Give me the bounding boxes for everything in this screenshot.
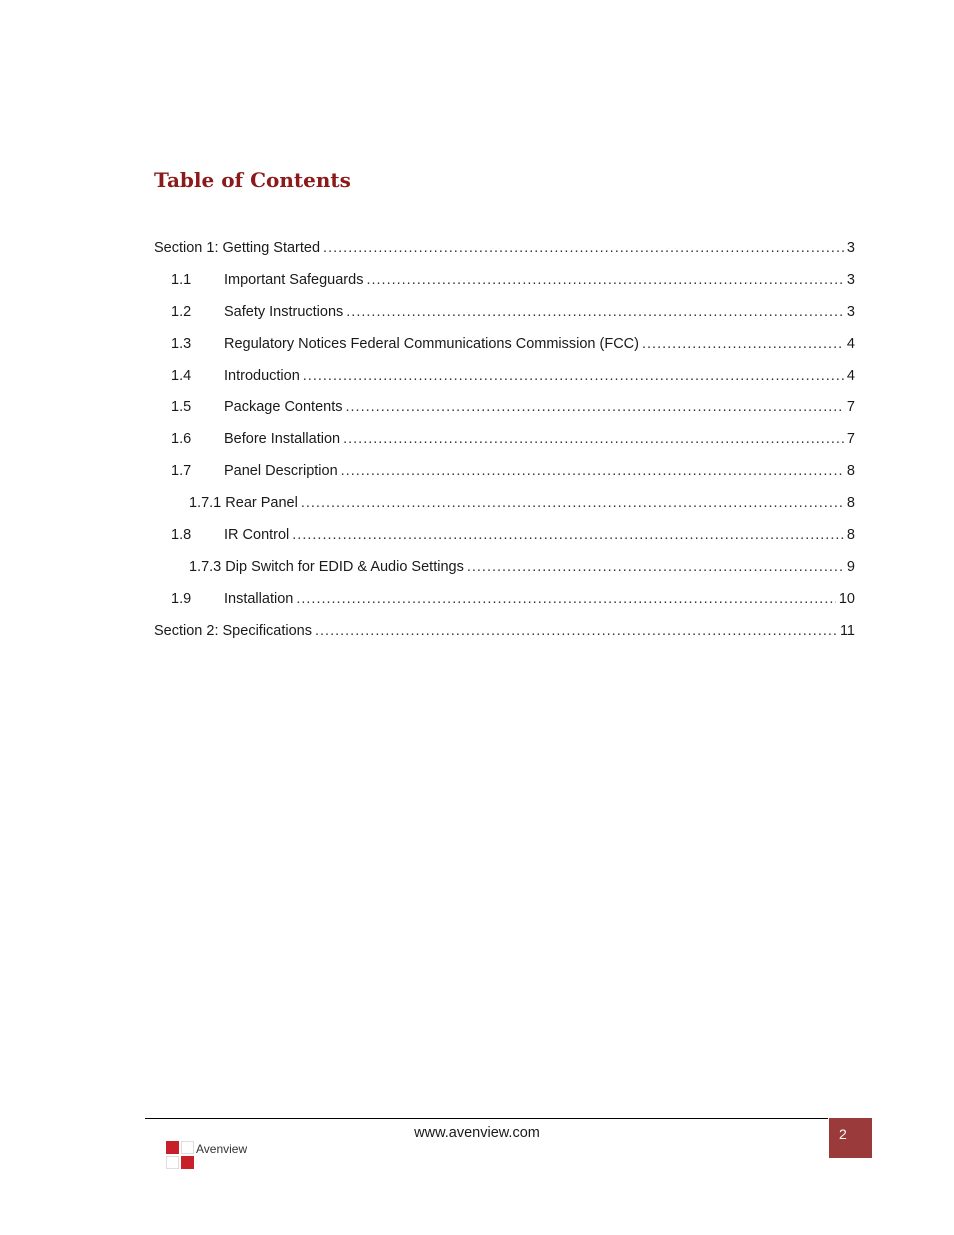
toc-entry-label: IR Control	[224, 527, 290, 544]
toc-entry-1-7[interactable]	[154, 459, 855, 491]
avenview-logo	[162, 1136, 262, 1184]
toc-entry-section-2[interactable]	[154, 619, 855, 651]
toc-entry-label: Safety Instructions	[224, 303, 344, 320]
toc-dot-leader	[301, 491, 844, 515]
toc-entry-1-3[interactable]	[154, 332, 855, 364]
toc-entry-page: 7	[846, 431, 855, 448]
toc-entry-label: Section 1: Getting Started	[154, 240, 321, 256]
toc-entry-label: Regulatory Notices Federal Communications Commission (FCC)	[224, 335, 639, 352]
toc-entry-1-7-1[interactable]	[154, 491, 855, 523]
toc-entry-label: 1.7.1 Rear Panel	[189, 495, 298, 512]
toc-dot-leader	[346, 395, 844, 419]
toc-entry-1-6[interactable]	[154, 427, 855, 459]
toc-entry-label: Installation	[224, 590, 294, 607]
toc-entry-label: Important Safeguards	[224, 271, 364, 288]
toc-dot-leader	[323, 236, 844, 260]
toc-dot-leader	[467, 555, 844, 579]
toc-entry-number: 1.9	[171, 590, 192, 607]
toc-dot-leader	[642, 332, 844, 356]
toc-entry-1-4[interactable]	[154, 364, 855, 396]
toc-entry-number: 1.2	[171, 303, 192, 320]
toc-entry-page: 8	[846, 495, 855, 512]
toc-dot-leader	[346, 300, 844, 324]
toc-entry-page: 11	[839, 622, 855, 639]
toc-dot-leader	[315, 619, 837, 643]
footer-divider	[145, 1118, 828, 1119]
toc-entry-page: 7	[846, 399, 855, 416]
toc-entry-label: Package Contents	[224, 399, 343, 416]
toc-entry-page: 9	[846, 558, 855, 575]
toc-entry-label: Introduction	[224, 367, 300, 384]
toc-entry-page: 8	[846, 527, 855, 544]
toc-entry-number: 1.1	[171, 271, 192, 288]
toc-entry-1-7-3[interactable]	[154, 555, 855, 587]
toc-entry-label: Before Installation	[224, 431, 341, 448]
toc-entry-number: 1.7	[171, 463, 192, 480]
toc-entry-page: 10	[838, 590, 855, 607]
toc-dot-leader	[303, 364, 844, 388]
toc-dot-leader	[343, 427, 844, 451]
toc-entry-section-1[interactable]	[154, 236, 855, 268]
page-number-badge: 2	[829, 1118, 872, 1158]
toc-list	[154, 236, 855, 651]
page-title: Table of Contents	[154, 168, 351, 192]
toc-entry-number: 1.4	[171, 367, 192, 384]
toc-dot-leader	[296, 587, 836, 611]
toc-entry-label: Section 2: Specifications	[154, 622, 312, 639]
toc-dot-leader	[341, 459, 844, 483]
toc-entry-1-8[interactable]	[154, 523, 855, 555]
footer-website-link[interactable]: www.avenview.com	[414, 1125, 540, 1141]
toc-entry-page: 3	[846, 271, 855, 288]
toc-entry-number: 1.8	[171, 527, 192, 544]
toc-entry-number: 1.5	[171, 399, 192, 416]
toc-entry-page: 3	[846, 303, 855, 320]
toc-entry-label: Panel Description	[224, 463, 338, 480]
toc-entry-number: 1.3	[171, 335, 192, 352]
toc-entry-1-9[interactable]	[154, 587, 855, 619]
toc-entry-1-1[interactable]	[154, 268, 855, 300]
toc-entry-page: 4	[846, 335, 855, 352]
toc-entry-1-5[interactable]	[154, 395, 855, 427]
toc-entry-page: 3	[846, 240, 855, 256]
toc-entry-1-2[interactable]	[154, 300, 855, 332]
toc-dot-leader	[366, 268, 843, 292]
toc-entry-page: 8	[846, 463, 855, 480]
toc-dot-leader	[292, 523, 844, 547]
toc-entry-number: 1.6	[171, 431, 192, 448]
logo-wordmark: Avenview	[196, 1142, 248, 1156]
toc-entry-page: 4	[846, 367, 855, 384]
toc-entry-label: 1.7.3 Dip Switch for EDID & Audio Settings	[189, 558, 464, 575]
